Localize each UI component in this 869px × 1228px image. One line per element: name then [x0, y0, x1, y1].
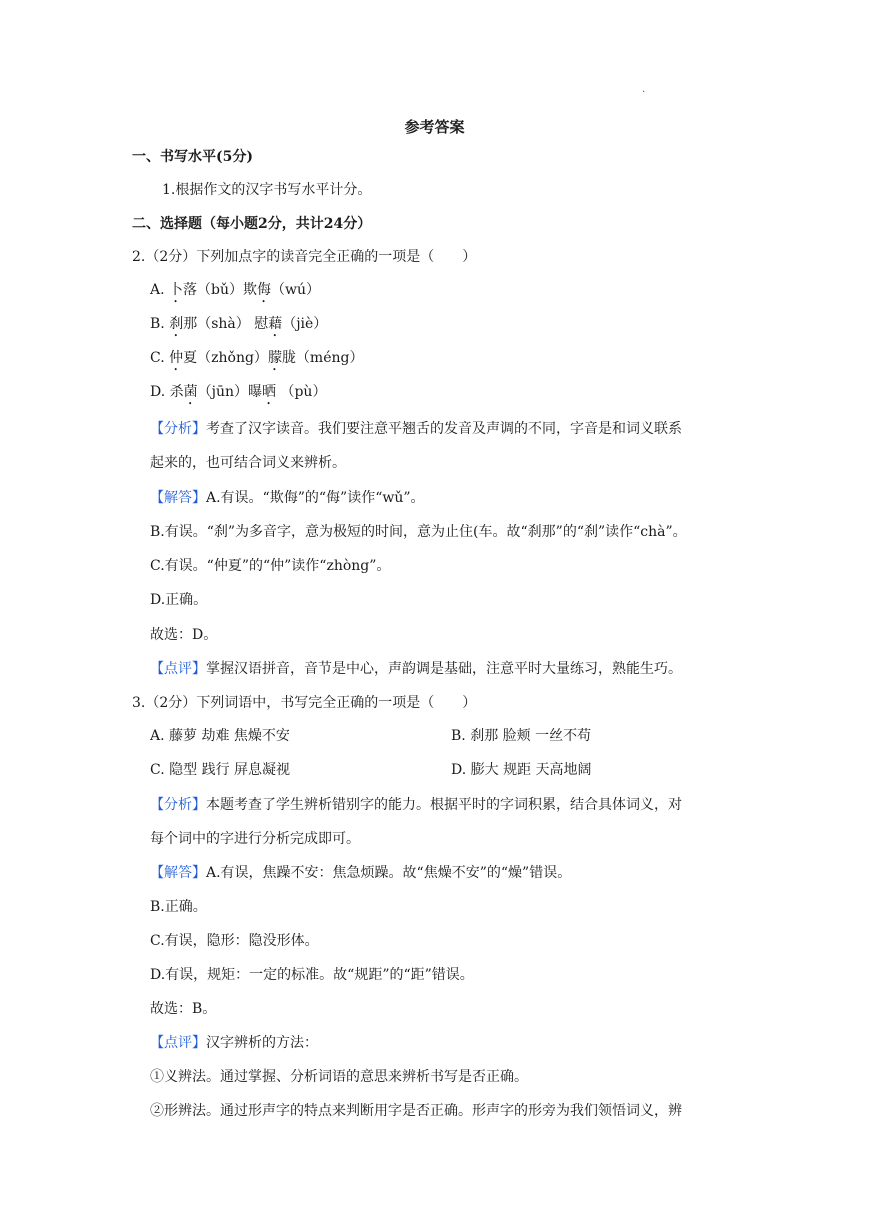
- q2-analysis-cont: 起来的，也可结合词义来辨析。: [150, 455, 346, 471]
- page-title: 参考答案: [404, 118, 465, 136]
- emphasis-char: 侮: [257, 282, 271, 298]
- q2-comment: 【点评】掌握汉语拼音，音节是中心，声韵调是基础，注意平时大量练习，熟能生巧。: [150, 661, 682, 677]
- comment-tag: 【点评】: [150, 661, 206, 677]
- analysis-tag: 【分析】: [150, 421, 206, 437]
- corner-mark: .: [642, 84, 646, 95]
- comment-tag: 【点评】: [150, 1035, 206, 1051]
- answer-tag: 【解答】: [150, 490, 206, 506]
- q3-option-b: B. 刹那 脸颊 一丝不苟: [451, 728, 592, 744]
- q2-option-c: C. 仲夏（zhǒng）朦胧（méng）: [150, 350, 364, 366]
- q3-option-d: D. 膨大 规距 天高地阔: [451, 762, 592, 778]
- q2-choice: 故选：D。: [150, 627, 218, 643]
- q2-option-b: B. 刹那（shà） 慰藉（jiè）: [150, 316, 328, 332]
- emphasis-char: 卜: [169, 282, 184, 298]
- emphasis-char: 仲: [169, 350, 184, 366]
- emphasis-char: 刹: [169, 316, 184, 332]
- answer-tag: 【解答】: [150, 865, 206, 881]
- q2-option-a: A. 卜落（bǔ）欺侮（wú）: [150, 282, 320, 298]
- analysis-tag: 【分析】: [150, 797, 206, 813]
- q2-option-d: D. 杀菌（jūn）曝晒 （pù）: [150, 384, 327, 400]
- emphasis-char: 朦: [267, 350, 282, 366]
- emphasis-char: 菌: [183, 384, 198, 400]
- q3-comment: 【点评】汉字辨析的方法：: [150, 1035, 318, 1051]
- q3-answer-c: C.有误，隐形：隐没形体。: [150, 933, 319, 949]
- section1-heading: 一、书写水平(5分): [132, 149, 253, 165]
- section2-heading: 二、选择题（每小题2分，共计24分）: [132, 216, 372, 232]
- q3-option-c: C. 隐型 践行 屏息凝视: [150, 762, 291, 778]
- q2-stem: 2.（2分）下列加点字的读音完全正确的一项是（ ）: [132, 249, 477, 265]
- q3-answer-d: D.有误，规矩：一定的标准。故“规距”的“距”错误。: [150, 967, 474, 983]
- q3-choice: 故选：B。: [150, 1001, 217, 1017]
- emphasis-char: 藉: [268, 316, 283, 332]
- q3-analysis: 【分析】本题考查了学生辨析错别字的能力。根据平时的字词积累，结合具体词义，对: [150, 797, 682, 813]
- q2-analysis: 【分析】考查了汉字读音。我们要注意平翘舌的发音及声调的不同，字音是和词义联系: [150, 421, 682, 437]
- q2-answer-d: D.正确。: [150, 592, 208, 608]
- section1-item: 1.根据作文的汉字书写水平计分。: [162, 182, 372, 198]
- q3-analysis-cont: 每个词中的字进行分析完成即可。: [150, 831, 360, 847]
- q3-option-a: A. 藤萝 劫难 焦燥不安: [150, 728, 290, 744]
- q2-answer: 【解答】A.有误。“欺侮”的“侮”读作“wǔ”。: [150, 490, 425, 506]
- q3-stem: 3.（2分）下列词语中，书写完全正确的一项是（ ）: [132, 695, 477, 711]
- q3-method-2: ②形辨法。通过形声字的特点来判断用字是否正确。形声字的形旁为我们领悟词义，辨: [150, 1103, 682, 1119]
- q3-method-1: ①义辨法。通过掌握、分析词语的意思来辨析书写是否正确。: [150, 1069, 528, 1085]
- emphasis-char: 晒: [262, 384, 277, 400]
- q2-answer-b: B.有误。“刹”为多音字，意为极短的时间，意为止住(车。故“刹那”的“刹”读作“chà”。: [150, 524, 687, 540]
- q3-answer-b: B.正确。: [150, 899, 207, 915]
- q2-answer-c: C.有误。“仲夏”的“仲”读作“zhòng”。: [150, 558, 391, 574]
- q3-answer: 【解答】A.有误，焦躁不安：焦急烦躁。故“焦燥不安”的“燥”错误。: [150, 865, 572, 881]
